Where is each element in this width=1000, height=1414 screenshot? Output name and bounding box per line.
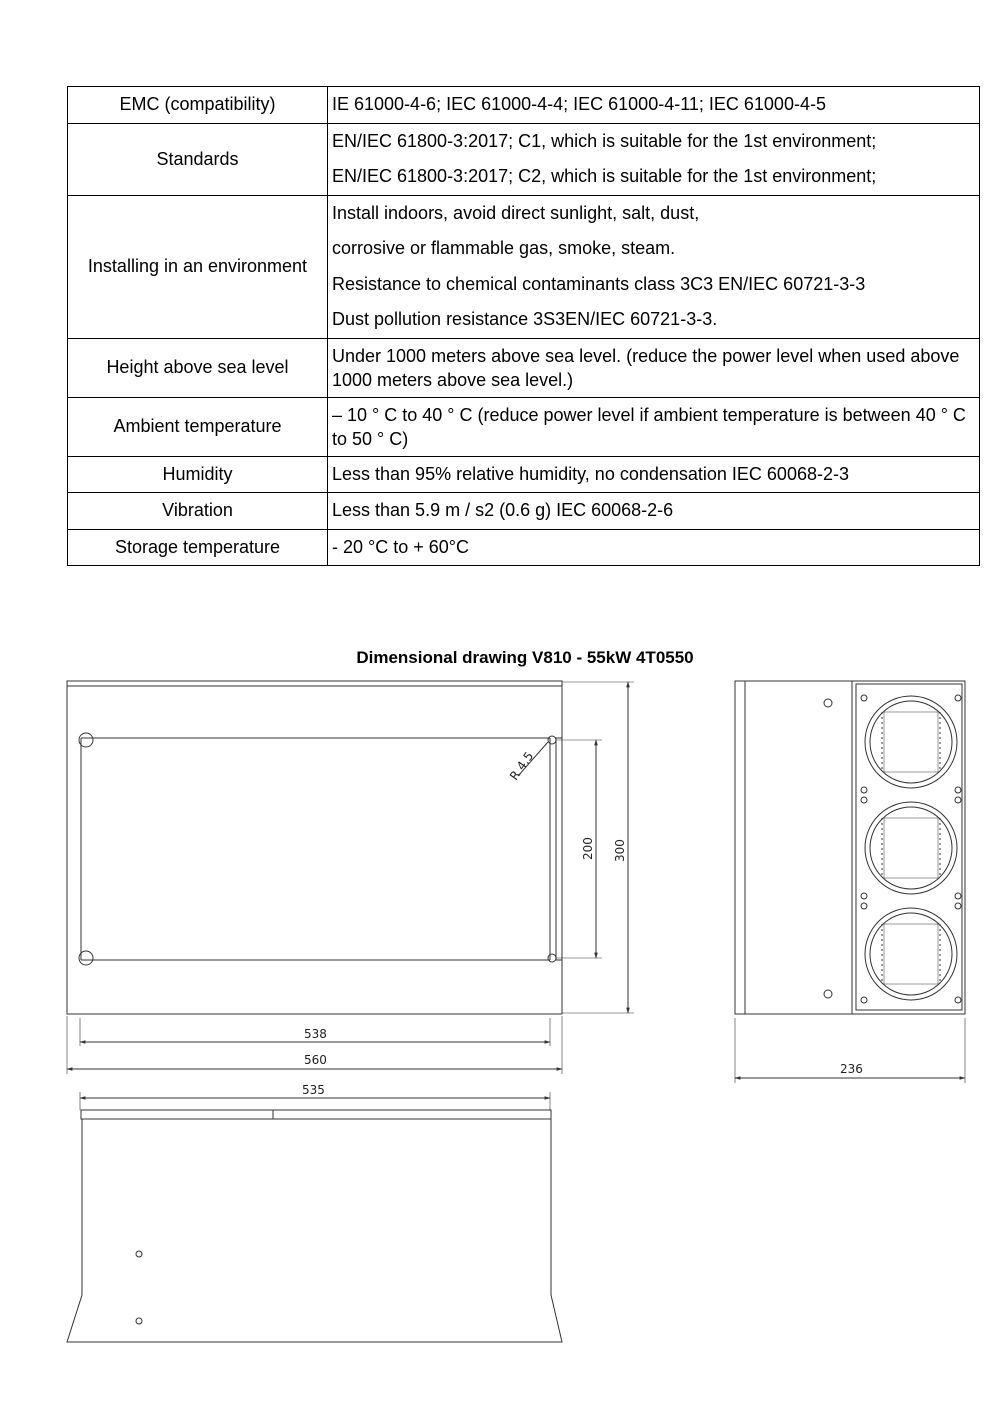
front-view: [67, 681, 634, 1074]
spec-label: Installing in an environment: [68, 195, 328, 338]
fan-icon: [865, 802, 957, 894]
dim-535: 535: [302, 1083, 325, 1097]
spec-value-line: EN/IEC 61800-3:2017; C2, which is suitable for the 1st environment;: [332, 166, 877, 186]
spec-value-line: Dust pollution resistance 3S3EN/IEC 60721-3-3.: [332, 309, 718, 329]
spec-value-line: Less than 95% relative humidity, no condensation IEC 60068-2-3: [332, 463, 849, 484]
spec-value-line: IE 61000-4-6; IEC 61000-4-4; IEC 61000-4-11; IEC 61000-4-5: [332, 94, 826, 114]
dim-538: 538: [304, 1027, 327, 1041]
fan-icon: [865, 908, 957, 1000]
radius-label: R 4.5: [506, 749, 537, 783]
side-view: [735, 681, 965, 1083]
spec-label: Vibration: [68, 493, 328, 530]
spec-label: Humidity: [68, 456, 328, 493]
dim-300: 300: [613, 839, 627, 862]
spec-value-line: Resistance to chemical contaminants class 3C3 EN/IEC 60721-3-3: [332, 273, 866, 294]
dim-236: 236: [840, 1062, 863, 1076]
fan-icon: [865, 696, 957, 788]
spec-label: Storage temperature: [68, 529, 328, 566]
spec-value-line: EN/IEC 61800-3:2017; C1, which is suitable for the 1st environment;: [332, 130, 877, 151]
spec-value-line: Install indoors, avoid direct sunlight, salt, dust,: [332, 202, 700, 223]
drawing-title: Dimensional drawing V810 - 55kW 4T0550: [356, 648, 694, 667]
dim-200: 200: [581, 837, 595, 860]
bottom-view: [67, 1083, 562, 1342]
spec-label: Height above sea level: [68, 338, 328, 397]
spec-value-line: corrosive or flammable gas, smoke, steam.: [332, 238, 676, 258]
spec-value-line: Less than 5.9 m / s2 (0.6 g) IEC 60068-2-6: [332, 500, 674, 520]
dim-560: 560: [304, 1053, 327, 1067]
spec-value-line: - 20 °C to + 60°C: [332, 536, 469, 557]
spec-label: EMC (compatibility): [68, 87, 328, 124]
spec-value-line: Under 1000 meters above sea level. (reduce the power level when used above 1000 meters above sea level.): [332, 345, 960, 390]
spec-label: Ambient temperature: [68, 397, 328, 456]
spec-value-line: – 10 ° C to 40 ° C (reduce power level if ambient temperature is between 40 ° C to 50 ° C): [332, 404, 966, 449]
spec-label: Standards: [68, 123, 328, 195]
